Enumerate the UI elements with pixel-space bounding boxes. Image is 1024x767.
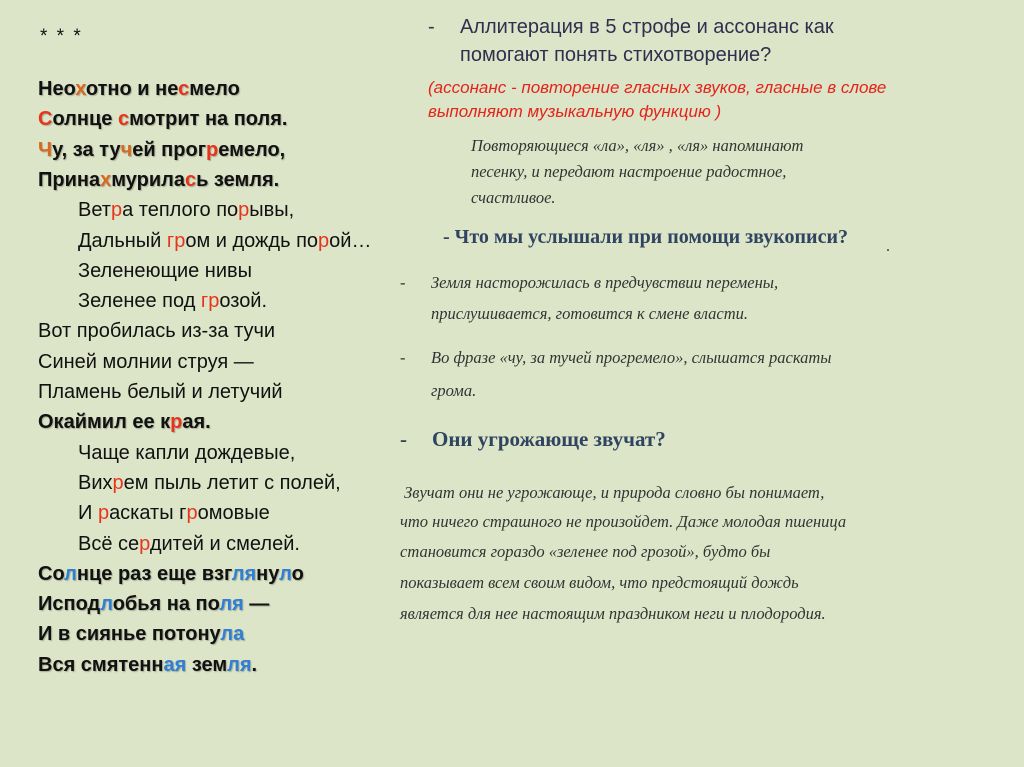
highlighted-sound: х: [100, 168, 112, 191]
poem-text-segment: Зеленеющие нивы: [78, 259, 253, 282]
highlighted-sound: л: [64, 562, 77, 585]
poem-text-segment: обья на по: [112, 593, 220, 616]
highlighted-sound: ля: [219, 593, 244, 616]
poem-line: [38, 654, 257, 677]
answer-line: показывает всем своим видом, что предстоящий дождь: [400, 573, 799, 592]
poem-text-segment: ывы,: [249, 199, 295, 222]
poem-text-segment: Вет: [78, 199, 111, 222]
poem-text-segment: ем пыль летит с полей,: [123, 471, 341, 494]
highlighted-sound: р: [206, 138, 219, 161]
bullet-1-line-2: прислушивается, готовится к смене власти.: [431, 304, 749, 323]
highlighted-sound: ч: [120, 138, 133, 161]
bullet-2-line-1: Во фразе «чу, за тучей прогремело», слышатся раскаты: [431, 348, 832, 367]
poem-line: [38, 78, 240, 101]
poem-text-segment: Прина: [38, 168, 101, 191]
poem-text-segment: И в сиянье потону: [38, 623, 221, 646]
poem-text-segment: у, за ту: [52, 138, 121, 161]
poem-text-segment: ь земля.: [196, 168, 280, 191]
question-2-heading: - Что мы услышали при помощи звукописи?: [443, 226, 848, 248]
poem-text-segment: мело: [189, 78, 240, 100]
poem-line: [38, 381, 283, 404]
poem-text-segment: нце раз еще взг: [76, 562, 232, 585]
highlighted-sound: р: [139, 532, 150, 555]
highlighted-sound: р: [318, 229, 330, 252]
poem-text-segment: Вся смятенн: [38, 653, 164, 676]
poem-text-segment: озой.: [219, 290, 268, 313]
poem-line: [78, 533, 300, 556]
assonance-note-line-1: (ассонанс - повторение гласных звуков, гласные в слове: [428, 78, 887, 97]
poem-line: [38, 169, 279, 192]
poem-text-segment: ом и дождь по: [185, 229, 319, 252]
repetition-text-line-3: счастливое.: [471, 188, 556, 207]
poem-line: [38, 139, 285, 162]
poem-text-segment: о: [291, 562, 304, 585]
poem-line: [78, 230, 371, 253]
poem-text-segment: Синей молнии струя —: [38, 350, 254, 373]
highlighted-sound: х: [75, 78, 86, 100]
highlighted-sound: ля: [227, 653, 252, 676]
poem-line: [78, 199, 294, 222]
question-2-dot: .: [886, 238, 890, 255]
highlighted-sound: ла: [220, 623, 245, 646]
highlighted-sound: л: [100, 593, 113, 616]
poem-text-segment: отно и не: [85, 78, 179, 100]
poem-line: [38, 411, 211, 434]
answer-line: становится гораздо «зеленее под грозой», будто бы: [400, 542, 771, 561]
highlighted-sound: с: [117, 108, 130, 131]
poem-line: [38, 351, 254, 374]
question-1-line-2: помогают понять стихотворение?: [460, 44, 772, 66]
highlighted-sound: р: [170, 411, 183, 434]
highlighted-sound: р: [186, 502, 198, 525]
bullet-2-dash: -: [400, 348, 406, 367]
poem-text-segment: мотрит на поля.: [129, 108, 288, 131]
repetition-text-line-1: Повторяющиеся «ла», «ля» , «ля» напоминают: [471, 136, 804, 155]
highlighted-sound: р: [110, 199, 123, 222]
poem-line: [78, 502, 270, 525]
highlighted-sound: Ч: [38, 138, 53, 161]
bullet-1-dash: -: [400, 273, 406, 292]
highlighted-sound: р: [112, 471, 124, 494]
poem-text-segment: ой…: [329, 229, 372, 252]
highlighted-sound: гр: [166, 229, 186, 252]
poem-text-segment: Дальный: [78, 229, 167, 252]
answer-line: является для нее настоящим праздником неги и плодородия.: [400, 604, 826, 623]
poem-line: [38, 563, 304, 586]
poem-text-segment: Зеленее под: [78, 290, 201, 313]
highlighted-sound: с: [184, 168, 197, 191]
poem-text-segment: омовые: [197, 502, 270, 525]
poem-column: [40, 26, 440, 66]
poem-text-segment: Испод: [38, 593, 101, 616]
question-3-dash: -: [400, 427, 407, 451]
poem-text-segment: Всё се: [78, 532, 140, 555]
assonance-note-line-2: выполняют музыкальную функцию ): [428, 102, 722, 121]
poem-text-segment: дитей и смелей.: [149, 532, 300, 555]
bullet-1-line-1: Земля насторожилась в предчувствии перемены,: [431, 273, 779, 292]
poem-text-segment: Пламень белый и летучий: [38, 381, 283, 403]
poem-text-segment: зем: [186, 653, 228, 676]
poem-line: [78, 442, 295, 465]
poem-line: [38, 593, 269, 616]
poem-text-segment: И: [78, 502, 98, 525]
bullet-2-line-2: грома.: [431, 381, 477, 400]
highlighted-sound: С: [38, 108, 53, 131]
highlighted-sound: ая: [163, 653, 187, 676]
poem-text-segment: Вих: [78, 471, 113, 494]
poem-text-segment: а теплого по: [122, 199, 239, 222]
highlighted-sound: гр: [200, 290, 220, 313]
highlighted-sound: р: [97, 502, 110, 525]
poem-line: [78, 290, 267, 313]
question-3-heading: Они угрожающе звучат?: [432, 427, 666, 451]
poem-text-segment: Нео: [38, 78, 76, 100]
poem-text-segment: Вот пробилась из-за тучи: [38, 320, 276, 343]
poem-text-segment: ей прог: [132, 138, 207, 161]
question-1-line-1: Аллитерация в 5 строфе и ассонанс как: [460, 16, 834, 38]
highlighted-sound: с: [178, 78, 190, 100]
poem-text-segment: Окаймил ее к: [38, 411, 171, 434]
poem-text-segment: ну: [256, 562, 280, 585]
poem-line: [78, 260, 252, 283]
poem-text-segment: Чаще капли дождевые,: [78, 441, 296, 464]
poem-stars: * * *: [40, 26, 83, 47]
repetition-text-line-2: песенку, и передают настроение радостное,: [471, 162, 787, 181]
poem-text-segment: олнце: [52, 108, 118, 131]
poem-text-segment: ая.: [182, 411, 211, 434]
poem-text-segment: —: [243, 593, 270, 616]
poem-line: [38, 623, 244, 646]
answer-line: что ничего страшного не произойдет. Даже молодая пшеница: [400, 512, 847, 531]
poem-text-segment: Со: [38, 562, 65, 585]
poem-text-segment: аскаты г: [109, 502, 187, 525]
poem-line: [38, 320, 275, 343]
poem-text-segment: .: [251, 653, 258, 676]
highlighted-sound: ля: [231, 562, 257, 585]
highlighted-sound: л: [279, 562, 292, 585]
answer-line: Звучат они не угрожающе, и природа словно бы понимает,: [400, 483, 825, 502]
poem-line: [78, 472, 341, 495]
question-1-dash: -: [428, 16, 435, 38]
poem-line: [38, 108, 287, 131]
poem-text-segment: емело,: [218, 138, 286, 161]
highlighted-sound: р: [238, 199, 250, 222]
poem-text-segment: мурила: [111, 168, 185, 191]
